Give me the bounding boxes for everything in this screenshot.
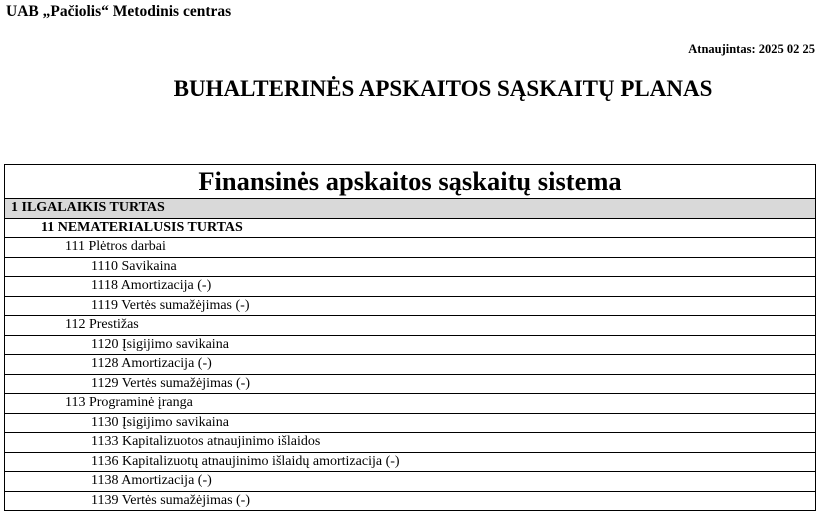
account-label: 112 Prestižas	[5, 316, 816, 336]
account-row	[5, 355, 816, 375]
account-row	[5, 433, 816, 453]
account-label: 1 ILGALAIKIS TURTAS	[5, 199, 816, 219]
update-date: Atnaujintas: 2025 02 25	[688, 42, 815, 56]
accounts-table	[4, 164, 816, 511]
account-label: 1138 Amortizacija (-)	[5, 472, 816, 492]
account-label: 1139 Vertės sumažėjimas (-)	[5, 491, 816, 511]
account-row	[5, 452, 816, 472]
account-label: 11 NEMATERIALUSIS TURTAS	[5, 218, 816, 238]
account-row	[5, 238, 816, 258]
account-label: 1110 Savikaina	[5, 257, 816, 277]
account-label: 1136 Kapitalizuotų atnaujinimo išlaidų amortizacija (-)	[5, 452, 816, 472]
account-row	[5, 374, 816, 394]
accounts-table-body	[5, 165, 816, 511]
account-label: 1128 Amortizacija (-)	[5, 355, 816, 375]
account-row	[5, 218, 816, 238]
account-row	[5, 257, 816, 277]
account-row	[5, 296, 816, 316]
account-label: 1120 Įsigijimo savikaina	[5, 335, 816, 355]
account-row	[5, 199, 816, 219]
account-label: 111 Plėtros darbai	[5, 238, 816, 258]
account-row	[5, 394, 816, 414]
account-row	[5, 413, 816, 433]
account-label: 113 Programinė įranga	[5, 394, 816, 414]
account-label: 1119 Vertės sumažėjimas (-)	[5, 296, 816, 316]
account-row	[5, 277, 816, 297]
table-heading: Finansinės apskaitos sąskaitų sistema	[5, 165, 816, 199]
account-row	[5, 316, 816, 336]
company-name: UAB „Pačiolis“ Metodinis centras	[6, 3, 232, 20]
account-row	[5, 335, 816, 355]
account-label: 1118 Amortizacija (-)	[5, 277, 816, 297]
account-label: 1129 Vertės sumažėjimas (-)	[5, 374, 816, 394]
document-title: BUHALTERINĖS APSKAITOS SĄSKAITŲ PLANAS	[173, 76, 713, 101]
account-label: 1133 Kapitalizuotos atnaujinimo išlaidos	[5, 433, 816, 453]
account-label: 1130 Įsigijimo savikaina	[5, 413, 816, 433]
table-header-row	[5, 165, 816, 199]
account-row	[5, 472, 816, 492]
